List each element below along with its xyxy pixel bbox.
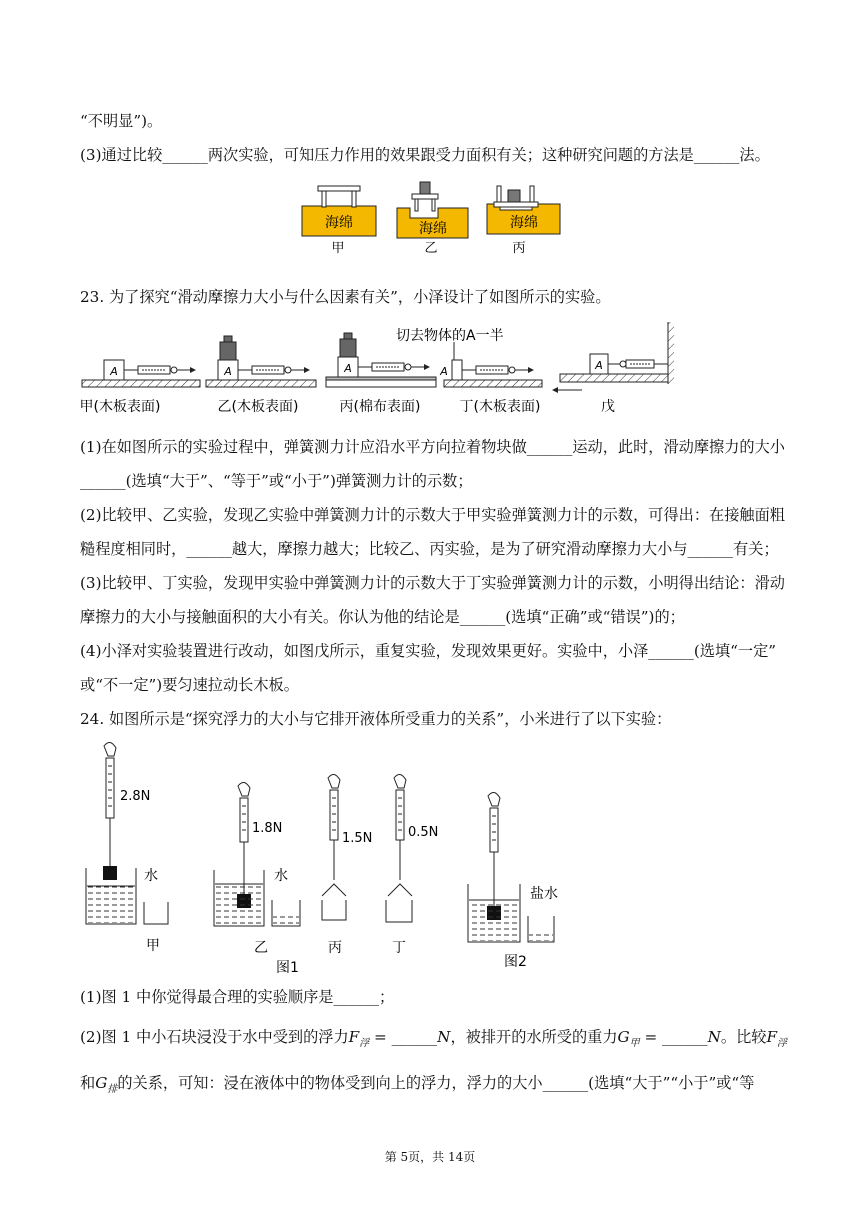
text-line: 摩擦力的大小与接触面积的大小有关。你认为他的结论是______(选填“正确”或“错误”)的；: [80, 608, 685, 626]
figure-label: 丁: [392, 940, 406, 956]
question-24-title: 24. 如图所示是“探究浮力的大小与它排开液体所受重力的关系”，小米进行了以下实验：: [80, 710, 672, 728]
symbol-N: N: [707, 1028, 721, 1046]
scale-reading: 1.5N: [342, 831, 373, 846]
friction-setup-wu: [552, 322, 674, 415]
liquid-label: 盐水: [530, 886, 558, 902]
figure-caption-1: 图1: [276, 960, 299, 976]
friction-setup-bing: [326, 333, 436, 415]
symbol-subscript: 浮: [359, 1038, 370, 1050]
friction-setup-yi: [206, 336, 316, 415]
block-label: A: [344, 362, 352, 375]
block-label: A: [110, 365, 118, 378]
buoyancy-setup-yi: [214, 782, 300, 956]
symbol-G: G: [95, 1074, 108, 1092]
text-line: ______(选填“大于”、“等于”或“小于”)弹簧测力计的示数；: [80, 472, 473, 490]
symbol-F: F: [348, 1028, 360, 1046]
friction-setup-jia: [80, 360, 200, 415]
liquid-label: 水: [274, 868, 288, 884]
sponge-label: 海绵: [325, 215, 353, 231]
figure-label: 甲: [146, 938, 160, 954]
scale-reading: 2.8N: [120, 789, 151, 804]
figure-label: 甲: [331, 241, 345, 256]
sponge-setup-bing: [487, 186, 560, 256]
buoyancy-setup-fig2: [468, 792, 558, 970]
figure-label: 乙: [254, 940, 268, 956]
sponge-figure: [300, 180, 570, 258]
figure-label: 乙: [424, 241, 438, 256]
figure-label: 丙: [512, 241, 526, 256]
sponge-label: 海绵: [510, 215, 538, 231]
symbol-subscript: 甲: [629, 1038, 640, 1050]
text-line: [80, 1026, 787, 1055]
text-segment: (2)图 1 中小石块浸没于水中受到的浮力: [80, 1028, 349, 1046]
text-line: (4)小泽对实验装置进行改动，如图戊所示，重复实验，发现效果更好。实验中，小泽______(选填“一定”: [80, 642, 777, 660]
block-label: A: [595, 359, 603, 372]
text-line: 糙程度相同时，______越大，摩擦力越大；比较乙、丙实验，是为了研究滑动摩擦力大小与______有关；: [80, 540, 779, 558]
symbol-subscript: 浮: [777, 1038, 788, 1050]
sponge-label: 海绵: [419, 221, 447, 237]
scale-reading: 0.5N: [408, 825, 439, 840]
text-segment: 。比较: [720, 1028, 767, 1046]
block-label: A: [224, 365, 232, 378]
text-line: “不明显”)。: [80, 112, 163, 130]
symbol-subscript: 排: [107, 1084, 118, 1096]
buoyancy-figure: [80, 740, 590, 976]
figure-label: 丙(棉布表面): [339, 399, 421, 415]
text-segment: 的关系，可知：浸在液体中的物体受到向上的浮力，浮力的大小______(选填“大于”“小于”或“等: [117, 1074, 755, 1092]
sponge-setup-jia: [302, 186, 376, 256]
text-line: (2)比较甲、乙实验，发现乙实验中弹簧测力计的示数大于甲实验弹簧测力计的示数，可得出：在接触面粗: [80, 506, 785, 524]
liquid-label: 水: [144, 868, 158, 884]
text-line: [80, 1072, 754, 1101]
sponge-setup-yi: [397, 182, 468, 256]
figure-label: 甲(木板表面): [80, 399, 161, 415]
text-line: 或“不一定”)要匀速拉动长木板。: [80, 676, 299, 694]
text-segment: = ______: [369, 1028, 438, 1046]
buoyancy-setup-jia: [86, 742, 168, 954]
buoyancy-setup-ding: [386, 774, 438, 956]
cut-note: 切去物体的A一半: [396, 328, 504, 344]
figure-label: 丁(木板表面): [459, 399, 541, 415]
figure-caption-2: 图2: [504, 954, 527, 970]
figure-label: 乙(木板表面): [217, 399, 299, 415]
text-line: (3)通过比较______两次实验，可知压力作用的效果跟受力面积有关；这种研究问题的方法是______法。: [80, 146, 770, 164]
symbol-F: F: [766, 1028, 778, 1046]
text-segment: 和: [80, 1074, 96, 1092]
symbol-G: G: [617, 1028, 630, 1046]
figure-label: 丙: [328, 940, 342, 956]
block-label: A: [440, 365, 448, 378]
page-footer: 第 5页，共 14页: [384, 1150, 476, 1164]
text-line: (3)比较甲、丁实验，发现甲实验中弹簧测力计的示数大于丁实验弹簧测力计的示数，小明得出结论：滑动: [80, 574, 785, 592]
text-segment: ，被排开的水所受的重力: [450, 1028, 618, 1046]
question-23-title: 23. 为了探究“滑动摩擦力大小与什么因素有关”，小泽设计了如图所示的实验。: [80, 288, 611, 306]
text-segment: = ______: [639, 1028, 708, 1046]
friction-figure: [80, 318, 690, 422]
text-line: (1)图 1 中你觉得最合理的实验顺序是______；: [80, 988, 395, 1006]
text-line: (1)在如图所示的实验过程中，弹簧测力计应沿水平方向拉着物块做______运动，此时，滑动摩擦力的大小: [80, 438, 785, 456]
figure-label: 戊: [601, 399, 615, 415]
scale-reading: 1.8N: [252, 821, 283, 836]
symbol-N: N: [437, 1028, 451, 1046]
buoyancy-setup-bing: [322, 774, 372, 956]
